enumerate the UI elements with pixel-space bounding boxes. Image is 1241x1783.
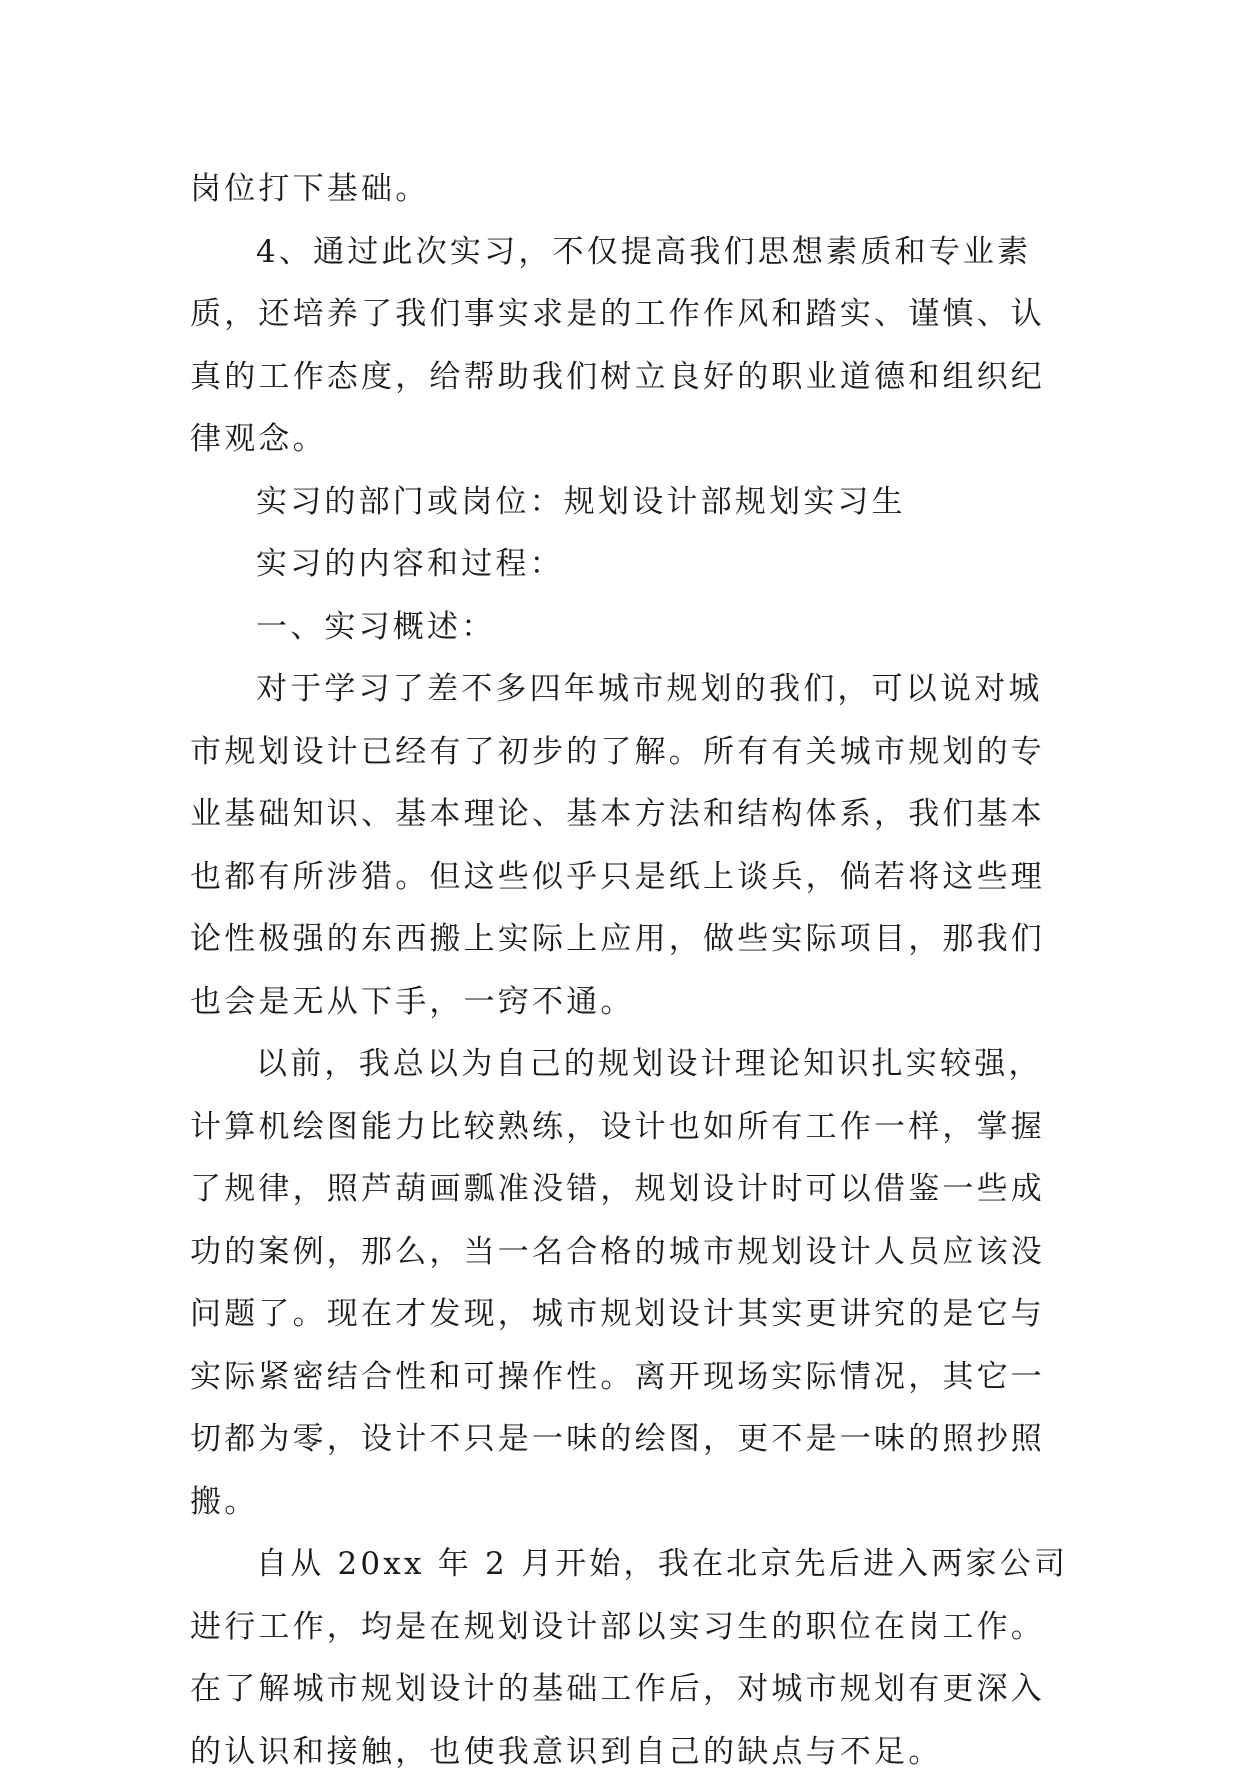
paragraph-7: 以前，我总以为自己的规划设计理论知识扎实较强，计算机绘图能力比较熟练，设计也如所有工作一样，掌握了规律，照芦葫画瓢准没错，规划设计时可以借鉴一些成功的案例，那么，当一名合格的城市规划设计人员应该没问题了。现在才发现，城市规划设计其实更讲究的是它与实际紧密结合性和可操作性。离开现场实际情况，其它一切都为零，设计不只是一味的绘图，更不是一味的照抄照搬。	[190, 1046, 1045, 1520]
paragraph-1: 岗位打下基础。	[190, 171, 430, 207]
document-body	[190, 158, 1075, 1783]
paragraph-2: 4、通过此次实习，不仅提高我们思想素质和专业素质，还培养了我们事实求是的工作作风和踏实、谨慎、认真的工作态度，给帮助我们树立良好的职业道德和组织纪律观念。	[190, 233, 1045, 457]
paragraph-3: 实习的部门或岗位：规划设计部规划实习生	[256, 483, 906, 520]
paragraph-8: 自从 20xx 年 2 月开始，我在北京先后进入两家公司进行工作，均是在规划设计部以实习生的职位在岗工作。在了解城市规划设计的基础工作后，对城市规划有更深入的认识和接触，也使我意识到自己的缺点与不足。	[190, 1546, 1069, 1770]
paragraph-6: 对于学习了差不多四年城市规划的我们，可以说对城市规划设计已经有了初步的了解。所有有关城市规划的专业基础知识、基本理论、基本方法和结构体系，我们基本也都有所涉猎。但这些似乎只是纸上谈兵，倘若将这些理论性极强的东西搬上实际上应用，做些实际项目，那我们也会是无从下手，一窍不通。	[190, 671, 1045, 1020]
paragraph-5: 一、实习概述：	[256, 608, 496, 645]
paragraph-4: 实习的内容和过程：	[256, 546, 564, 582]
